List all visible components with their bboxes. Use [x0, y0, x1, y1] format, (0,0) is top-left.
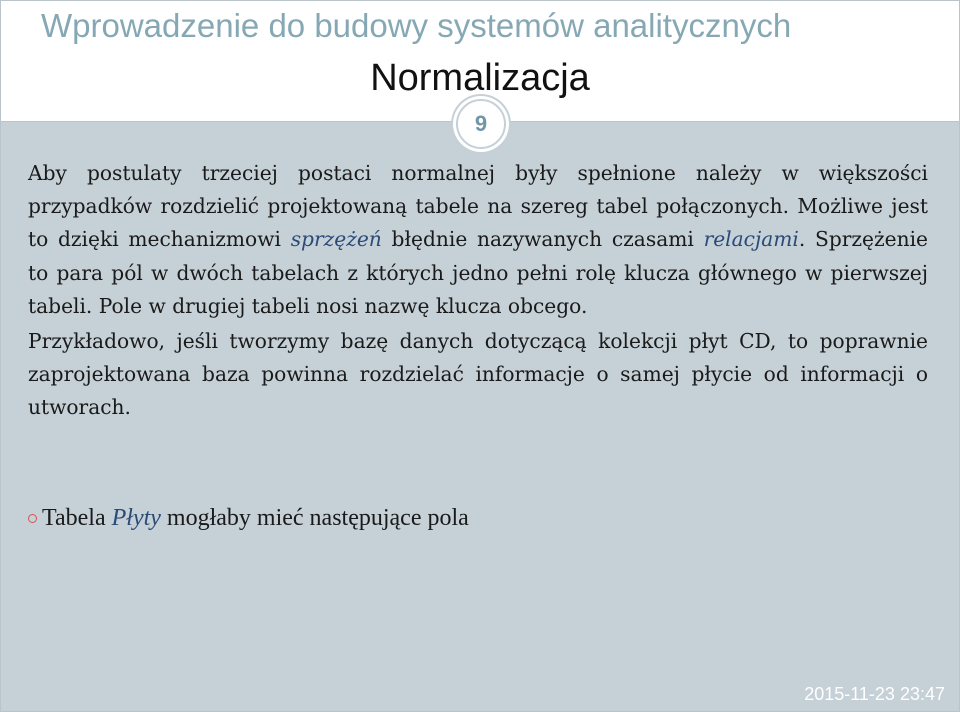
- paragraph-normalization: [28, 157, 928, 323]
- bullet-text: mogłaby mieć następujące pola: [166, 505, 469, 531]
- slide-body: [28, 157, 928, 425]
- bullet-text: Tabela: [42, 505, 106, 531]
- paragraph-example: Przykładowo, jeśli tworzymy bazę danych dotyczącą kolekcji płyt CD, to poprawnie zaprojektowana baza powinna rozdzielać informacje o samej płycie od informacji o utworach.: [28, 329, 928, 420]
- bullet-icon: [28, 514, 37, 523]
- paragraph-text: błędnie nazywanych czasami: [381, 227, 704, 252]
- paragraph-text: . Sprzężenie to para pól w dwóch tabelach z których jedno pełni rolę klucza głównego w pierwszej tabeli. Pole w drugiej tabeli nosi nazwę klucza obcego.: [28, 227, 928, 318]
- slide-title: Normalizacja: [370, 57, 590, 99]
- slide-number-badge: 9: [456, 99, 506, 149]
- emphasis-term: Płyty: [111, 505, 161, 531]
- emphasis-term: sprzężeń: [290, 227, 382, 252]
- bullet-item: [28, 505, 469, 532]
- paragraph-text: Aby postulaty trzeciej postaci normalnej były spełnione należy w większości przypadków rozdzielić projektowaną tabele na szereg tabel połączonych. Możliwe jest to dzięki mechanizmowi: [28, 161, 928, 252]
- footer-date: 2015-11-23 23:47: [804, 684, 945, 704]
- course-title: Wprowadzenie do budowy systemów analitycznych: [41, 7, 792, 44]
- emphasis-term: relacjami: [703, 227, 799, 252]
